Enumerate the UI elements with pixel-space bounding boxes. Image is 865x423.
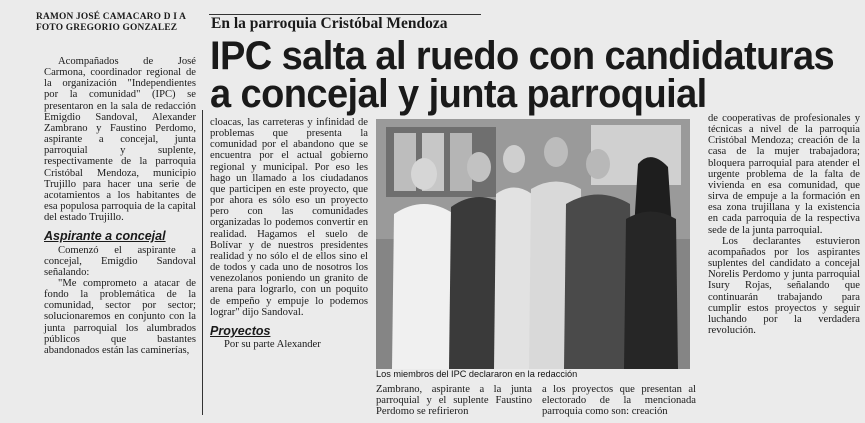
group-photo	[376, 119, 690, 369]
col5-paragraph-1: de cooperativas de profesionales y técnicas a nivel de la parroquia Cristóbal Mendoza; creación de la casa de la mujer trabajadora; bloquera parroquial para atender el urgente problema de la falta de vivienda en esa comunidad, que sirva de empuje a la formación en esa zona trujillana y la existencia en cada parroquia de la respectiva sede de la junta parroquial.	[708, 113, 860, 236]
col1-paragraph-2: Comenzó el aspirante a concejal, Emigdio Sandoval señalando:	[44, 244, 196, 278]
column-2	[210, 117, 368, 350]
col4-paragraph-1: a los proyectos que presentan al electorado de la mencionada parroquia como son: creación	[542, 384, 696, 418]
col3-paragraph-1: Zambrano, aspirante a la junta parroquial y el suplente Faustino Perdomo se refirieron	[376, 384, 532, 418]
col5-paragraph-2: Los declarantes estuvieron acompañados por los aspirantes suplentes del candidato a concejal Norelis Perdomo y junta parroquial Isury Rojas, señalando que continuarán trabajando para cumplir estos proyectos y seguir luchando por la verdadera revolución.	[708, 235, 860, 336]
col2-paragraph-2: Por su parte Alexander	[224, 338, 321, 350]
subhead-proyectos: Proyectos	[210, 323, 271, 338]
column-rule-1	[202, 110, 203, 415]
photo-caption: Los miembros del IPC declararon en la redacción	[376, 369, 578, 379]
headline-line-1: IPC salta al ruedo con candidaturas	[210, 34, 835, 78]
group-photo-illustration	[376, 119, 690, 369]
byline	[36, 12, 186, 34]
column-3	[376, 384, 532, 417]
col2-paragraph-1: cloacas, las carreteras y infinidad de problemas que presenta la comunidad por el abandono que se encuentra por el actual gobierno regional y municipal. Por eso les hago un llamado a los ciudadanos que participen en este proyecto, que por ahora es sólo eso un proyecto pero con las comunidades organizadas lo podemos convertir en realidad. Hagamos el suelo de Bolívar y de nuestros presidentes realidad y no sólo el de ellos sino el de todos y cada uno de nosotros los venezolanos poniendo un granito de arena para lograrlo, con un poquito de empeño y empuje lo podemos lograr" dijo Sandoval.	[210, 117, 368, 318]
column-1	[44, 56, 196, 356]
col1-paragraph-1: Acompañados de José Carmona, coordinador regional de la organización "Independientes por la comunidad" (IPC) se presentaron en la sala de redacción Emigdio Sandoval, Alexander Zambrano y Faustino Perdomo, aspirante a concejal, junta parroquial y suplente, respectivamente de la parroquia Cristóbal Mendoza, municipio Trujillo para hacer una serie de acotamientos a los habitantes de esa populosa parroquia de la capital del estado Trujillo.	[44, 56, 196, 224]
headline-line-2: a concejal y junta parroquial	[210, 72, 707, 116]
byline-author: RAMON JOSÉ CAMACARO D I A	[36, 12, 187, 22]
byline-photo-credit: FOTO GREGORIO GONZALEZ	[36, 23, 178, 33]
kicker: En la parroquia Cristóbal Mendoza	[211, 15, 448, 32]
column-4	[542, 384, 696, 417]
subhead-aspirante: Aspirante a concejal	[44, 229, 166, 244]
column-5	[708, 113, 860, 336]
col1-paragraph-3: "Me comprometo a atacar de fondo la problemática de la comunidad, sector por sector; solucionaremos en conjunto con la junta parroquial los alumbrados públicos que bastantes abandonados están las caminerías,	[44, 277, 196, 356]
headline	[210, 34, 835, 116]
